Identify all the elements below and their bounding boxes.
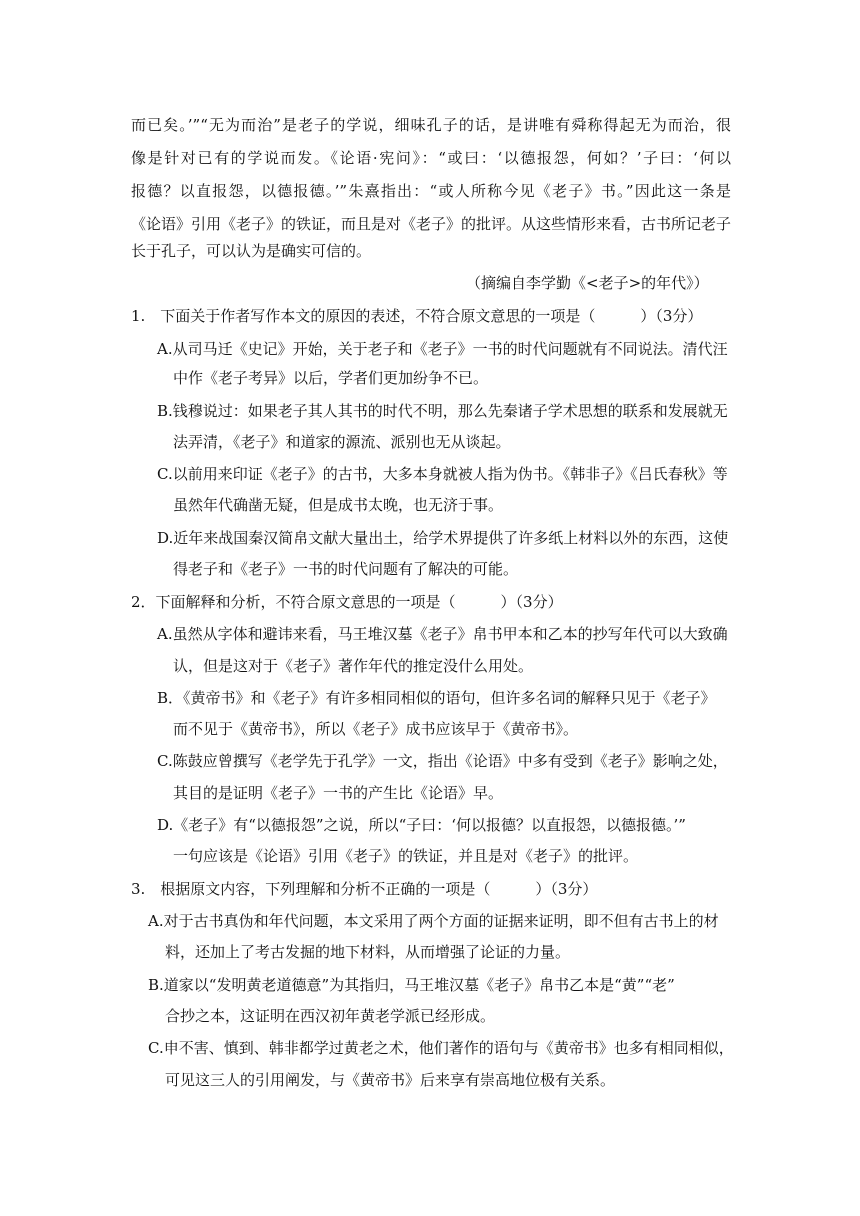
option-a-cont: 认，但是这对于《老子》著作年代的推定没什么用处。 (173, 657, 534, 675)
option-b-cont: 合抄之本，这证明在西汉初年黄老学派已经形成。 (165, 1007, 496, 1025)
option-b-cont: 而不见于《黄帝书》，所以《老子》成书应该早于《黄帝书》。 (173, 720, 579, 738)
passage-line: 而已矣。’”“无为而治”是老子的学说，细味孔子的话，是讲唯有舜称得起无为而治，很 (131, 116, 731, 134)
passage-line: 长于孔子，可以认为是确实可信的。 (131, 242, 372, 260)
option-b: B.钱穆说过：如果老子其人其书的时代不明，那么先秦诸子学术思想的联系和发展就无 (157, 402, 728, 420)
option-d: D.近年来战国秦汉简帛文献大量出土，给学术界提供了许多纸上材料以外的东西，这使 (157, 529, 729, 547)
question-stem: 1. 下面关于作者写作本文的原因的表述，不符合原文意思的一项是（ ）（3分） (131, 307, 703, 325)
option-a-cont: 中作《老子考异》以后，学者们更加纷争不已。 (173, 369, 489, 387)
passage-line: 报德？以直报怨，以德报德。’”朱熹指出：“或人所称今见《老子》书。”因此这一条是 (131, 182, 731, 200)
option-c-cont: 虽然年代确凿无疑，但是成书太晚，也无济于事。 (173, 496, 504, 514)
passage-line: 《论语》引用《老子》的铁证，而且是对《老子》的批评。从这些情形来看，古书所记老子 (131, 215, 732, 233)
option-c: C.陈鼓应曾撰写《老学先于孔学》一文，指出《论语》中多有受到《老子》影响之处， (157, 752, 728, 770)
option-d-cont: 得老子和《老子》一书的时代问题有了解决的可能。 (173, 560, 519, 578)
option-d-cont: 一句应该是《论语》引用《老子》的铁证，并且是对《老子》的批评。 (173, 847, 639, 865)
option-c-cont: 可见这三人的引用阐发，与《黄帝书》后来享有崇高地位极有关系。 (165, 1071, 616, 1089)
option-b: B.道家以“发明黄老道德意”为其指归，马王堆汉墓《老子》帛书乙本是“黄”“老” (148, 976, 675, 994)
question-stem: 2．下面解释和分析，不符合原文意思的一项是（ ）（3分） (131, 593, 563, 611)
passage-line: 像是针对已有的学说而发。《论语·宪问》：“或曰：‘以德报怨，何如？’子曰：‘何以 (131, 149, 731, 167)
question-stem: 3. 根据原文内容，下列理解和分析不正确的一项是（ ）（3分） (131, 880, 598, 898)
option-b-cont: 法弄清，《老子》和道家的源流、派别也无从谈起。 (173, 433, 511, 451)
option-d: D.《老子》有“以德报怨”之说，所以“子曰：‘何以报德？以直报怨，以德报德。’” (157, 816, 686, 834)
option-b: B．《黄帝书》和《老子》有许多相同相似的语句，但许多名词的解释只见于《老子》 (157, 689, 716, 707)
option-c: C.以前用来印证《老子》的古书，大多本身就被人指为伪书。《韩非子》《吕氏春秋》等 (157, 465, 728, 483)
option-a: A.从司马迁《史记》开始，关于老子和《老子》一书的时代问题就有不同说法。清代汪 (157, 340, 728, 358)
option-a: A.对于古书真伪和年代问题，本文采用了两个方面的证据来证明，即不但有古书上的材 (148, 912, 719, 930)
option-c: C.申不害、慎到、韩非都学过黄老之术，他们著作的语句与《黄帝书》也多有相同相似， (148, 1039, 734, 1057)
option-c-cont: 其目的是证明《老子》一书的产生比《论语》早。 (173, 784, 504, 802)
option-a: A.虽然从字体和避讳来看，马王堆汉墓《老子》帛书甲本和乙本的抄写年代可以大致确 (157, 625, 728, 643)
option-a-cont: 料，还加上了考古发掘的地下材料，从而增强了论证的力量。 (165, 943, 571, 961)
source-citation: （摘编自李学勤《<老子>的年代》） (466, 274, 709, 292)
